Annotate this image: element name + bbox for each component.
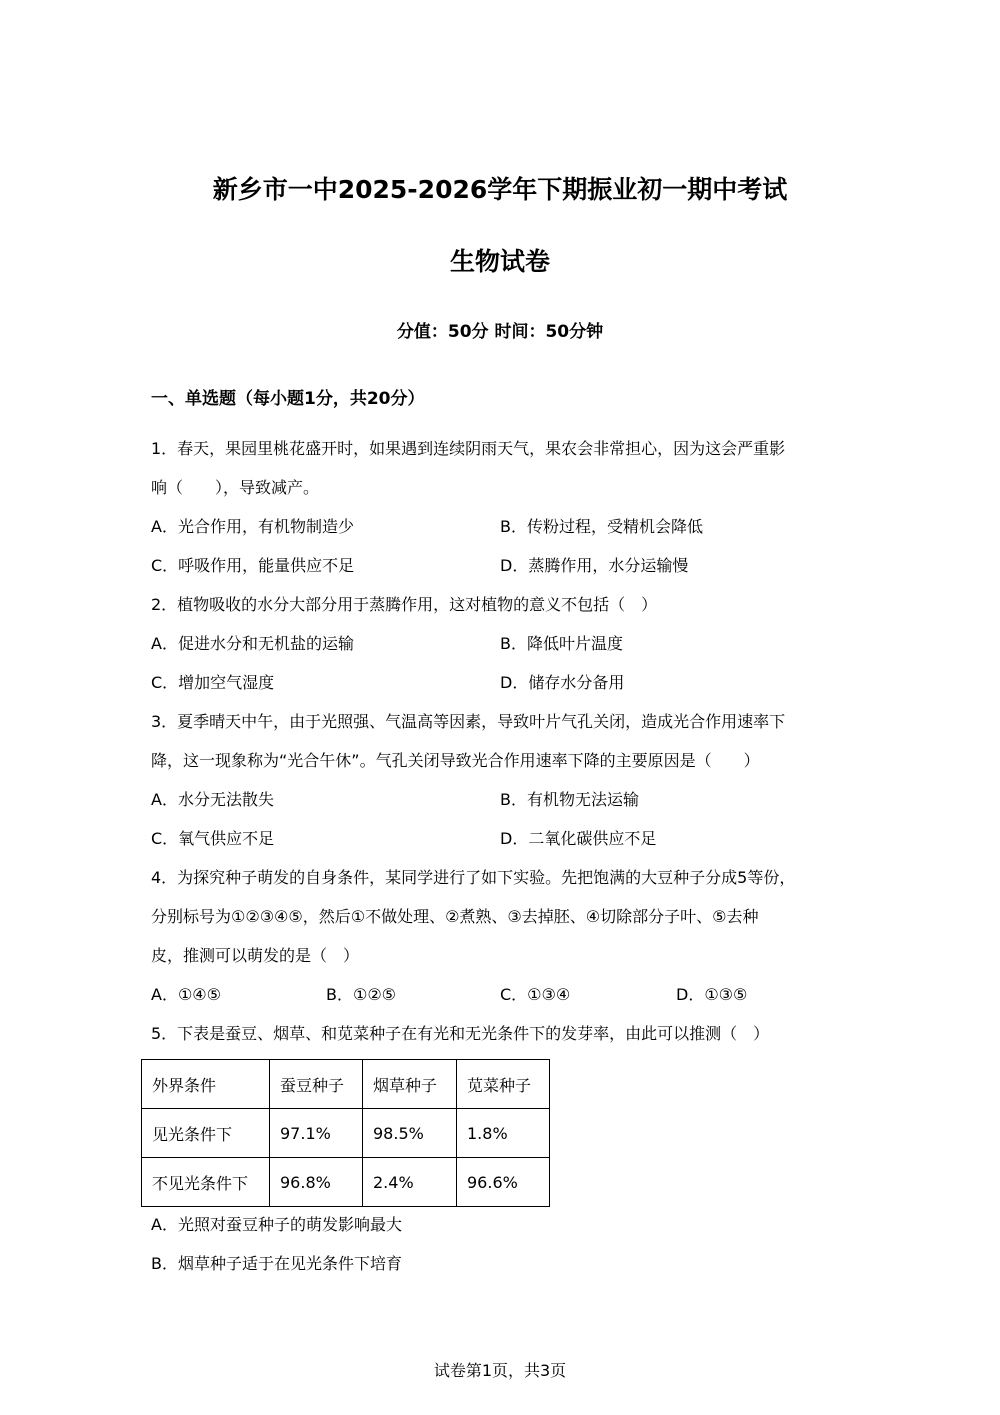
- germination-table: [141, 1059, 550, 1207]
- q2-option-d: D．储存水分备用: [500, 673, 625, 692]
- table-cell: 不见光条件下: [142, 1158, 270, 1207]
- score-time: 分值：50分 时间：50分钟: [396, 322, 604, 342]
- q1-option-d: D．蒸腾作用，水分运输慢: [500, 556, 689, 575]
- q5-option-a: A．光照对蚕豆种子的萌发影响最大: [151, 1215, 402, 1234]
- table-header-cell: 蚕豆种子: [270, 1060, 363, 1109]
- table-cell: 97.1%: [270, 1109, 363, 1158]
- q3-option-d: D．二氧化碳供应不足: [500, 829, 657, 848]
- table-header-row: [142, 1060, 550, 1109]
- q3-option-b: B．有机物无法运输: [500, 790, 639, 809]
- table-header-cell: 烟草种子: [363, 1060, 457, 1109]
- q4-option-c: C．①③④: [500, 985, 571, 1004]
- q4-line-2: 分别标号为①②③④⑤，然后①不做处理、②煮熟、③去掉胚、④切除部分子叶、⑤去种: [151, 907, 759, 926]
- q3-option-a: A．水分无法散失: [151, 790, 274, 809]
- table-cell: 见光条件下: [142, 1109, 270, 1158]
- page-footer: 试卷第1页，共3页: [433, 1361, 567, 1380]
- q1-option-c: C．呼吸作用，能量供应不足: [151, 556, 355, 575]
- q3-line-1: 3．夏季晴天中午，由于光照强、气温高等因素，导致叶片气孔关闭，造成光合作用速率下: [151, 712, 786, 731]
- table-cell: 1.8%: [457, 1109, 550, 1158]
- q2-option-c: C．增加空气湿度: [151, 673, 275, 692]
- q4-option-b: B．①②⑤: [326, 985, 397, 1004]
- table-row: [142, 1158, 550, 1207]
- table-cell: 96.8%: [270, 1158, 363, 1207]
- q1-line-2: 响（ ），导致减产。: [151, 478, 320, 497]
- table-header-cell: 苋菜种子: [457, 1060, 550, 1109]
- q4-line-1: 4．为探究种子萌发的自身条件，某同学进行了如下实验。先把饱满的大豆种子分成5等份，: [151, 868, 796, 887]
- table-cell: 96.6%: [457, 1158, 550, 1207]
- q2-line-1: 2．植物吸收的水分大部分用于蒸腾作用，这对植物的意义不包括（ ）: [151, 595, 658, 614]
- q1-option-a: A．光合作用，有机物制造少: [151, 517, 354, 536]
- q5-line-1: 5．下表是蚕豆、烟草、和苋菜种子在有光和无光条件下的发芽率，由此可以推测（ ）: [151, 1024, 770, 1043]
- table-cell: 98.5%: [363, 1109, 457, 1158]
- q3-line-2: 降，这一现象称为“光合午休”。气孔关闭导致光合作用速率下降的主要原因是（ ）: [151, 751, 760, 770]
- q4-option-d: D．①③⑤: [676, 985, 748, 1004]
- table-header-cell: 外界条件: [142, 1060, 270, 1109]
- q4-line-3: 皮，推测可以萌发的是（ ）: [151, 946, 360, 965]
- q5-option-b: B．烟草种子适于在见光条件下培育: [151, 1254, 402, 1273]
- section-heading: 一、单选题（每小题1分，共20分）: [151, 389, 425, 409]
- q2-option-a: A．促进水分和无机盐的运输: [151, 634, 354, 653]
- exam-title: 新乡市一中2025-2026学年下期振业初一期中考试: [212, 175, 788, 204]
- q1-line-1: 1．春天，果园里桃花盛开时，如果遇到连续阴雨天气，果农会非常担心，因为这会严重影: [151, 439, 786, 458]
- q1-option-b: B．传粉过程，受精机会降低: [500, 517, 703, 536]
- q4-option-a: A．①④⑤: [151, 985, 221, 1004]
- q2-option-b: B．降低叶片温度: [500, 634, 623, 653]
- exam-subject: 生物试卷: [449, 247, 550, 276]
- table-row: [142, 1109, 550, 1158]
- q3-option-c: C．氧气供应不足: [151, 829, 275, 848]
- table-cell: 2.4%: [363, 1158, 457, 1207]
